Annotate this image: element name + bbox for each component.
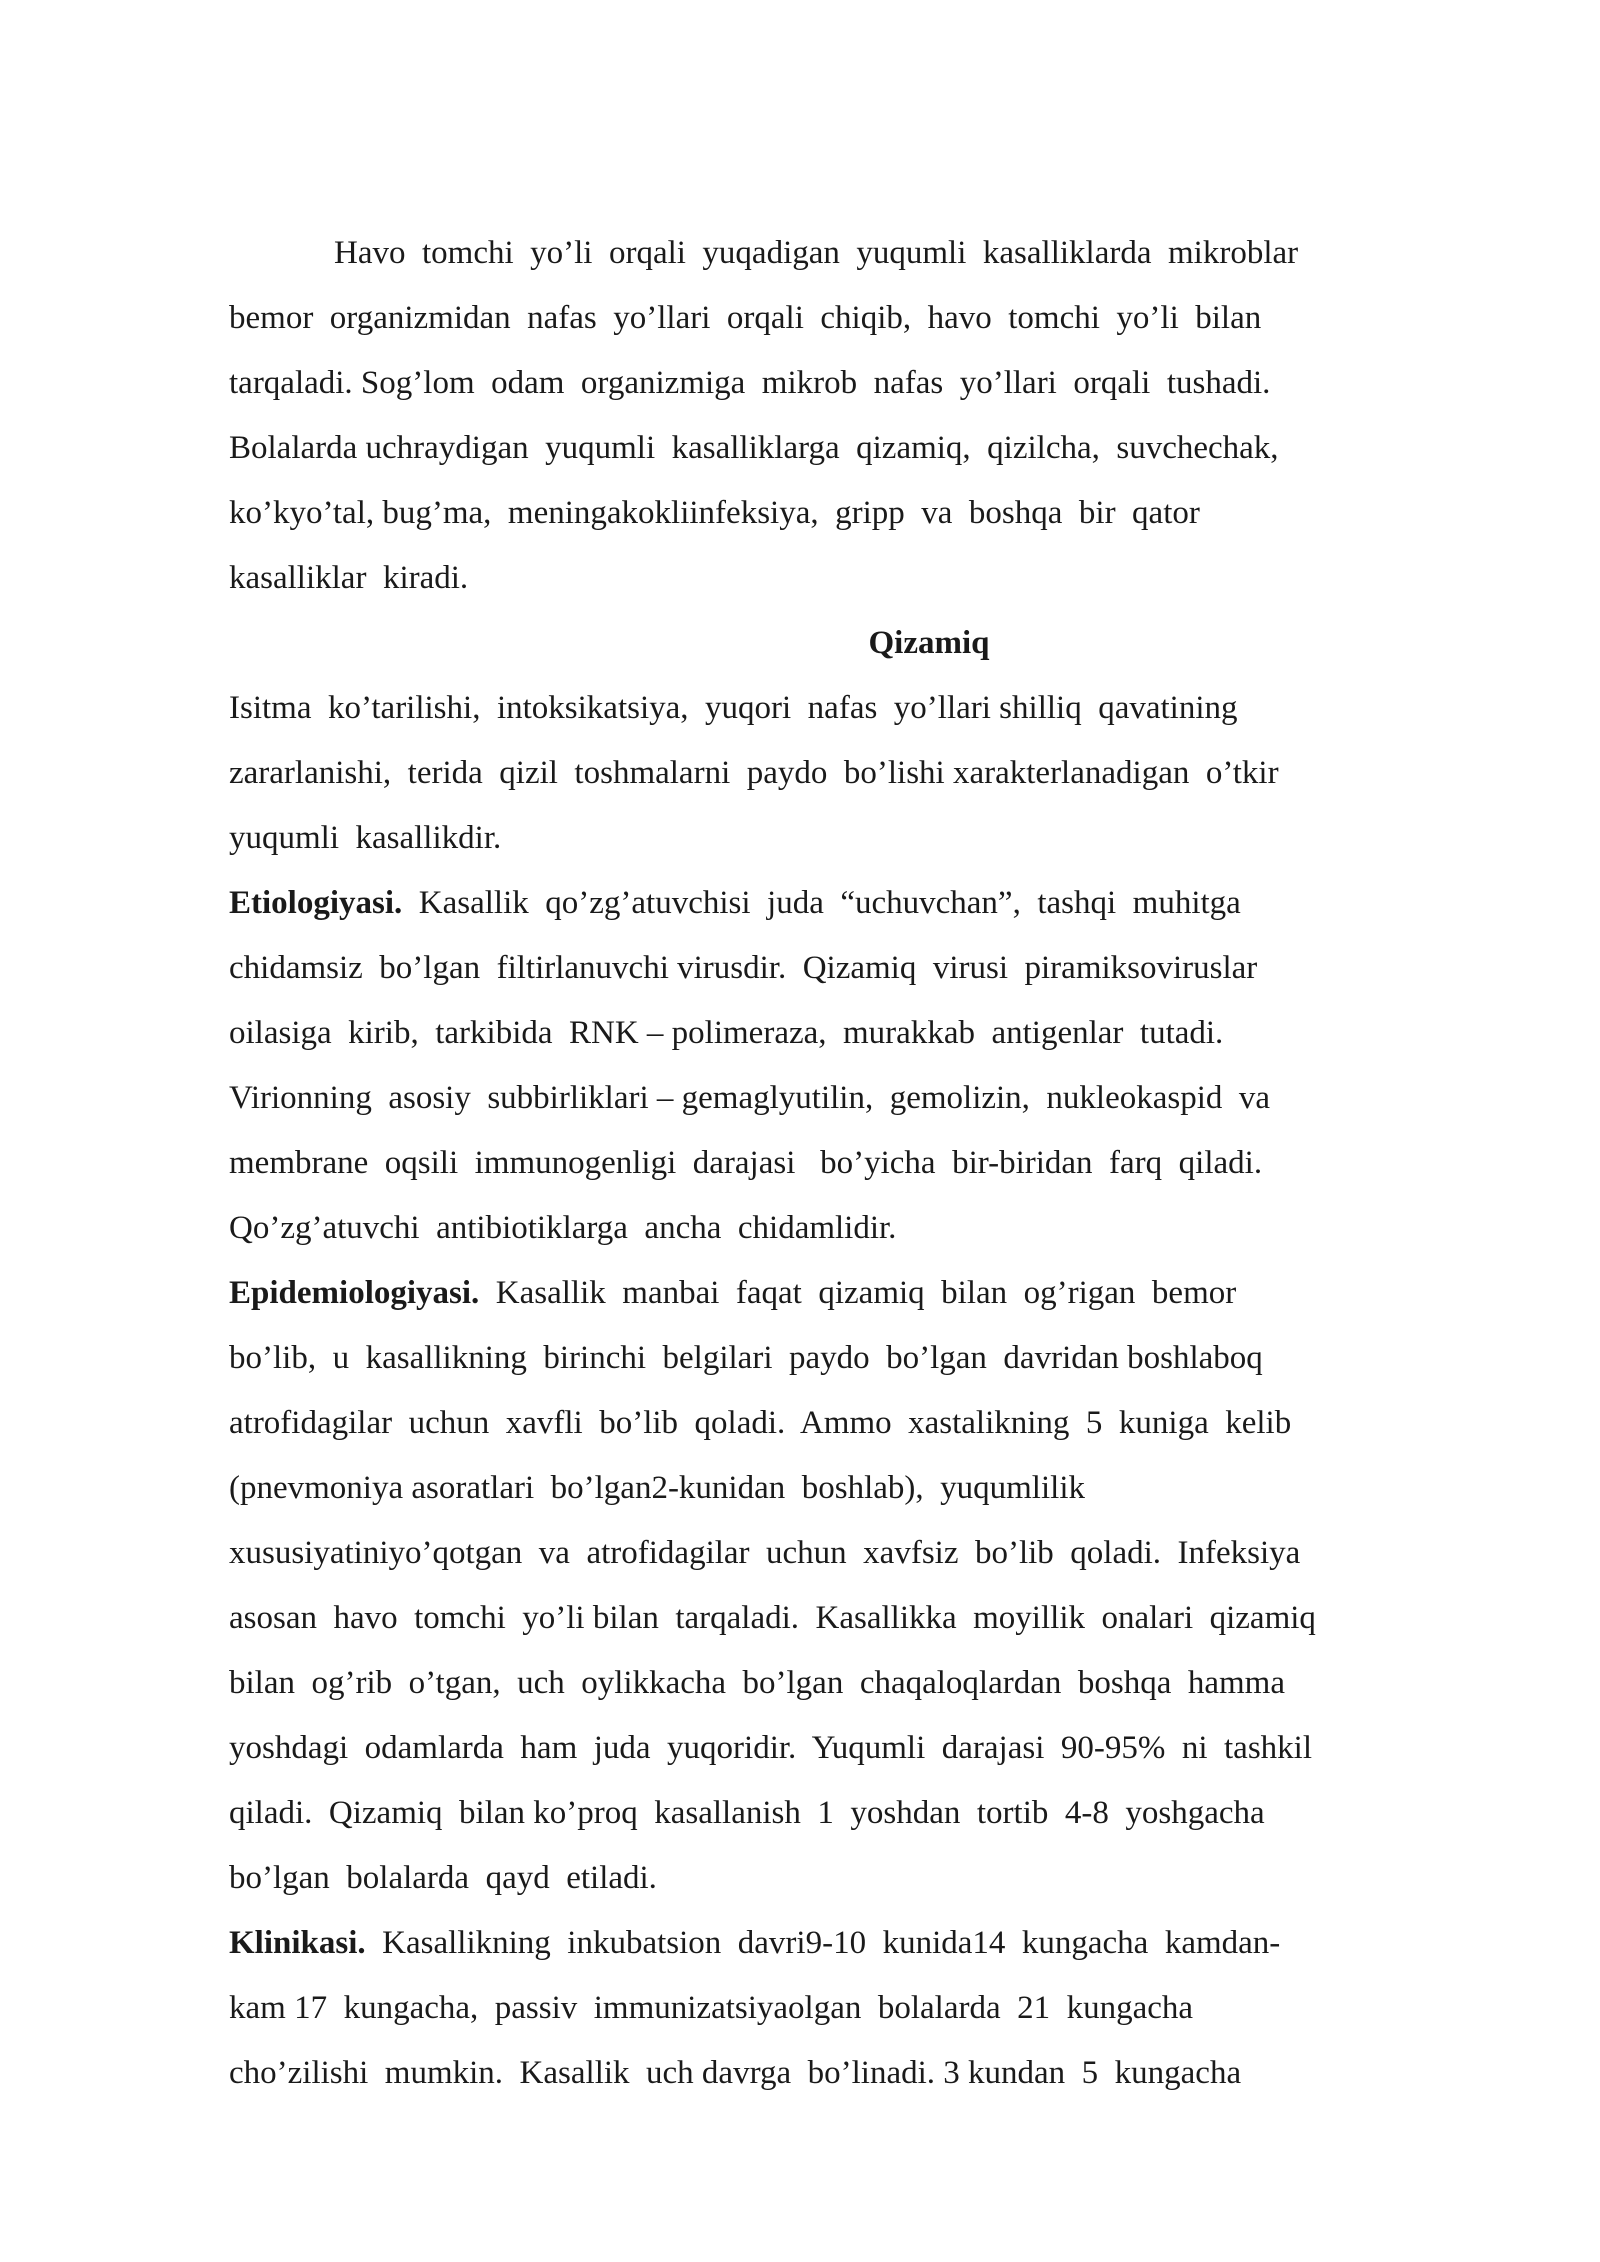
intro-line: ko’kyo’tal, bug’ma, meningakokliinfeksiya, gripp va boshqa bir qator xyxy=(229,495,1200,531)
intro-line: Havo tomchi yo’li orqali yuqadigan yuqumli kasalliklarda mikroblar xyxy=(334,235,1299,271)
epidemiology-line: bo’lgan bolalarda qayd etiladi. xyxy=(229,1860,657,1896)
clinic-line: kam 17 kungacha, passiv immunizatsiyaolgan bolalarda 21 kungacha xyxy=(229,1990,1194,2026)
etiology-line: Qo’zg’atuvchi antibiotiklarga ancha chidamlidir. xyxy=(229,1210,897,1246)
epidemiology-line: xususiyatiniyo’qotgan va atrofidagilar uchun xavfsiz bo’lib qoladi. Infeksiya xyxy=(229,1535,1301,1571)
epidemiology-line: bo’lib, u kasallikning birinchi belgilari paydo bo’lgan davridan boshlaboq xyxy=(229,1340,1263,1376)
etiology-first-line xyxy=(229,878,1479,943)
definition-line: zararlanishi, terida qizil toshmalarni paydo bo’lishi xarakterlanadigan o’tkir xyxy=(229,755,1279,791)
epidemiology-first-line xyxy=(229,1268,1479,1333)
epidemiology-line: asosan havo tomchi yo’li bilan tarqaladi. Kasallikka moyillik onalari qizamiq xyxy=(229,1600,1316,1636)
clinic-heading: Klinikasi. xyxy=(229,1925,366,1961)
intro-line: bemor organizmidan nafas yo’llari orqali chiqib, havo tomchi yo’li bilan xyxy=(229,300,1262,336)
clinic-line: cho’zilishi mumkin. Kasallik uch davrga bo’linadi. 3 kundan 5 kungacha xyxy=(229,2055,1242,2091)
epidemiology-line: qiladi. Qizamiq bilan ko’proq kasallanish 1 yoshdan tortib 4-8 yoshgacha xyxy=(229,1795,1265,1831)
intro-line: tarqaladi. Sog’lom odam organizmiga mikrob nafas yo’llari orqali tushadi. xyxy=(229,365,1271,401)
definition-line: Isitma ko’tarilishi, intoksikatsiya, yuqori nafas yo’llari shilliq qavatining xyxy=(229,690,1238,726)
etiology-heading: Etiologiyasi. xyxy=(229,885,403,921)
etiology-line: oilasiga kirib, tarkibida RNK – polimeraza, murakkab antigenlar tutadi. xyxy=(229,1015,1224,1051)
intro-line: Bolalarda uchraydigan yuqumli kasalliklarga qizamiq, qizilcha, suvchechak, xyxy=(229,430,1279,466)
etiology-line: membrane oqsili immunogenligi darajasi bo’yicha bir-biridan farq qiladi. xyxy=(229,1145,1263,1181)
epidemiology-first-text: Kasallik manbai faqat qizamiq bilan og’rigan bemor xyxy=(479,1275,1237,1311)
section-title: Qizamiq xyxy=(868,625,990,661)
etiology-line: chidamsiz bo’lgan filtirlanuvchi virusdir. Qizamiq virusi piramiksoviruslar xyxy=(229,950,1258,986)
clinic-first-text: Kasallikning inkubatsion davri9-10 kunida14 kungacha kamdan- xyxy=(365,1925,1281,1961)
epidemiology-line: bilan og’rib o’tgan, uch oylikkacha bo’lgan chaqaloqlardan boshqa hamma xyxy=(229,1665,1285,1701)
etiology-line: Virionning asosiy subbirliklari – gemaglyutilin, gemolizin, nukleokaspid va xyxy=(229,1080,1271,1116)
epidemiology-line: atrofidagilar uchun xavfli bo’lib qoladi. Ammo xastalikning 5 kuniga kelib xyxy=(229,1405,1292,1441)
epidemiology-heading: Epidemiologiyasi. xyxy=(229,1275,480,1311)
epidemiology-line: (pnevmoniya asoratlari bo’lgan2-kunidan boshlab), yuqumlilik xyxy=(229,1470,1085,1506)
etiology-first-text: Kasallik qo’zg’atuvchisi juda “uchuvchan”, tashqi muhitga xyxy=(402,885,1241,921)
document-body xyxy=(229,228,1479,2113)
intro-line: kasalliklar kiradi. xyxy=(229,560,469,596)
definition-line: yuqumli kasallikdir. xyxy=(229,820,502,856)
epidemiology-line: yoshdagi odamlarda ham juda yuqoridir. Yuqumli darajasi 90-95% ni tashkil xyxy=(229,1730,1313,1766)
clinic-first-line xyxy=(229,1918,1479,1983)
